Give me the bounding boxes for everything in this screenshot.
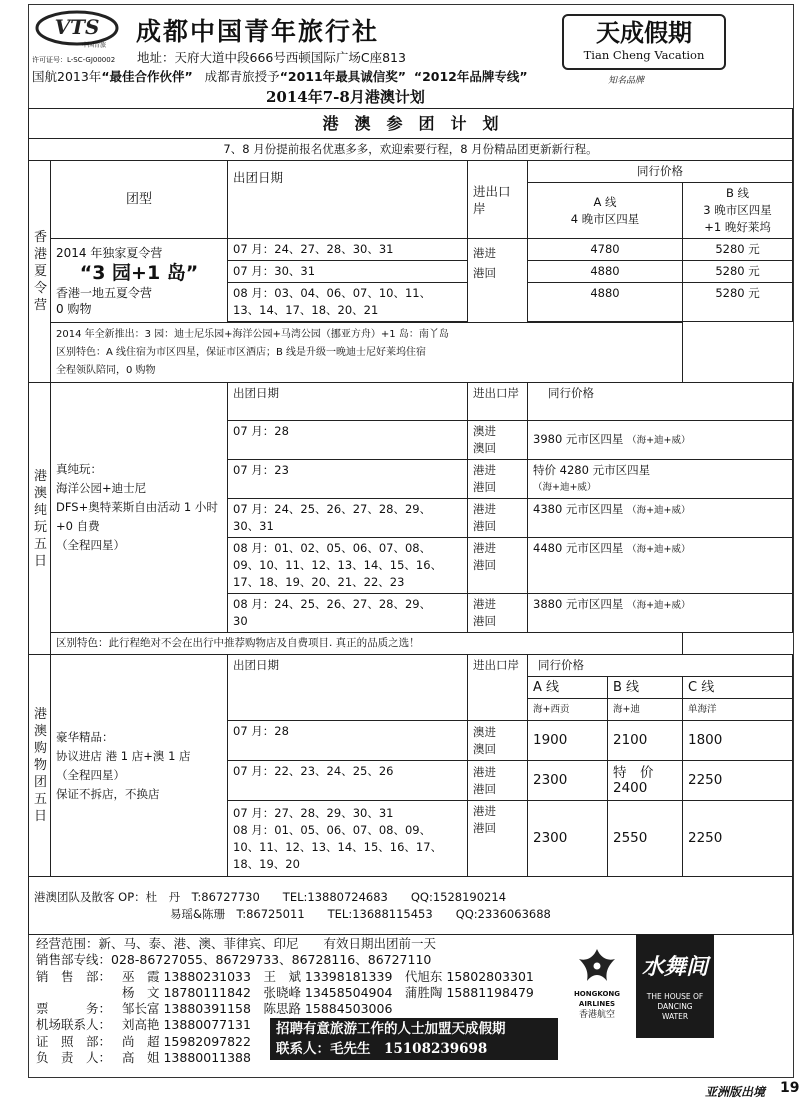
port-cell: 澳进 澳回 <box>468 721 528 761</box>
page-section-label: 亚洲版出境 <box>705 1085 766 1099</box>
price-a-cell: 1900 <box>528 721 608 761</box>
logo-subtext: 中国青旅 <box>82 42 107 49</box>
bauhinia-icon <box>575 945 619 985</box>
vts-logo <box>34 8 120 48</box>
tour-plan-table <box>28 108 793 935</box>
header-date: 出团日期 <box>228 161 468 239</box>
brand-tagline: 知名品牌 <box>608 76 645 86</box>
op-contact-2: 易瑶&陈珊 T:86725011 TEL:13688115453 QQ:2336063688 <box>170 906 551 921</box>
price-a-cell: 2300 <box>528 801 608 877</box>
date-cell: 08 月：24、25、26、27、28、29、 30 <box>228 594 468 633</box>
header-price: 同行价格 <box>528 655 793 677</box>
header-price: 同行价格 <box>528 383 793 421</box>
header-line-a: A 线 <box>528 677 608 699</box>
dancing-water-en: THE HOUSE OF DANCING WATER <box>646 992 704 1021</box>
sales-hotline: 销售部专线：028-86727055、86729733、86728116、86727110 <box>36 952 432 968</box>
type-line-1: 2014 年独家夏令营 <box>56 245 163 260</box>
price-a-cell: 4880 <box>528 283 683 322</box>
port-cell: 港进 港回 <box>468 594 528 633</box>
pure-tour-note: 区别特色：此行程绝对不会在出行中推荐购物店及自费项目. 真正的品质之选！ <box>51 633 683 655</box>
port-cell: 港进 港回 <box>468 499 528 538</box>
summer-camp-type <box>51 239 228 323</box>
pure-tour-type: 真纯玩： 海洋公园+迪士尼 DFS+奥特莱斯自由活动 1 小时+0 自费 （全程四星） <box>51 383 228 633</box>
sales-dept: 销 售 部： 巫 霞 13880231033 王 斌 13398181339 代旭东 15802803301 <box>36 968 534 984</box>
hk-airlines-cn: 香港航空 <box>578 1010 615 1020</box>
header-price: 同行价格 <box>528 161 793 183</box>
date-cell: 07 月：23 <box>228 460 468 499</box>
awards-line: 国航2013年“最佳合作伙伴” 成都青旅授予“2011年最具诚信奖” “2012年品牌专线” <box>32 69 528 84</box>
certificate-dept: 证 照 部： 尚 超 15982097822 <box>36 1033 251 1049</box>
port-cell: 港进 港回 <box>468 801 528 877</box>
price-b-cell: 特 价 2400 <box>608 761 683 801</box>
type-line-4: 0 购物 <box>56 301 92 316</box>
date-cell: 07 月：24、25、26、27、28、29、 30、31 <box>228 499 468 538</box>
port-cell: 港进 港回 <box>468 460 528 499</box>
price-cell: 4380 元市区四星 （海+迪+威） <box>528 499 793 538</box>
header-port: 进出口岸 <box>468 161 528 239</box>
date-cell: 07 月：30、31 <box>228 261 468 283</box>
date-cell: 08 月：01、02、05、06、07、08、 09、10、11、12、13、14、15、16、 17、18、19、20、21、22、23 <box>228 538 468 594</box>
recruit-line-1: 招聘有意旅游工作的人士加盟天成假期 <box>276 1021 506 1037</box>
date-cell: 07 月：24、27、28、30、31 <box>228 239 468 261</box>
section-label-shopping-tour: 港澳购物团五日 <box>29 655 51 877</box>
header-port: 进出口岸 <box>468 383 528 421</box>
header-date: 出团日期 <box>228 655 468 721</box>
header-line-b-sub: 海+迪 <box>608 699 683 721</box>
header-line-b: B 线 3 晚市区四星 +1 晚好莱坞 <box>683 183 793 239</box>
op-contact-1: 港澳团队及散客 OP：杜 丹 T:86727730 TEL:13880724683 QQ:1528190214 <box>34 889 507 904</box>
business-scope: 经营范围：新、马、泰、港、澳、菲律宾、印尼 有效日期出团前一天 <box>36 936 437 951</box>
brand-cn: 天成假期 <box>596 19 692 47</box>
price-a-cell: 2300 <box>528 761 608 801</box>
header-line-b: B 线 <box>608 677 683 699</box>
price-b-cell: 5280 元 <box>683 261 793 283</box>
recruit-line-2: 联系人：毛先生 15108239698 <box>276 1041 488 1057</box>
recruit-banner <box>270 1018 558 1060</box>
price-cell: 特价 4280 元市区四星 （海+迪+威） <box>528 460 793 499</box>
header-tour-type: 团型 <box>51 161 228 239</box>
dancing-water-logo <box>636 934 714 1038</box>
section-label-summer-camp: 香港夏令营 <box>29 161 51 383</box>
header-line-c-sub: 单海洋 <box>683 699 793 721</box>
price-cell: 3880 元市区四星 （海+迪+威） <box>528 594 793 633</box>
price-b-cell: 2100 <box>608 721 683 761</box>
date-cell: 07 月：28 <box>228 421 468 460</box>
vts-logo-text: VTS <box>54 15 100 39</box>
header-port: 进出口岸 <box>468 655 528 721</box>
company-address: 地址：天府大道中段666号西顿国际广场C座813 <box>137 50 406 65</box>
table-title: 港 澳 参 团 计 划 <box>29 109 793 139</box>
price-a-cell: 4880 <box>528 261 683 283</box>
shopping-tour-type: 豪华精品： 协议进店 港 1 店+澳 1 店 （全程四星） 保证不拆店，不换店 <box>51 655 228 877</box>
date-cell: 07 月：28 <box>228 721 468 761</box>
port-cell: 港进 港回 <box>468 239 528 323</box>
op-contacts <box>29 877 793 935</box>
company-name: 成都中国青年旅行社 <box>136 17 380 46</box>
date-cell: 07 月：22、23、24、25、26 <box>228 761 468 801</box>
airport-contact: 机场联系人： 刘高艳 13880077131 <box>36 1017 251 1033</box>
person-in-charge: 负 责 人： 高 姐 13880011388 <box>36 1050 251 1066</box>
header-line-a: A 线 4 晚市区四星 <box>528 183 683 239</box>
price-b-cell: 2550 <box>608 801 683 877</box>
license-number: 许可证号：L-SC-GJ00002 <box>32 56 116 64</box>
type-line-3: 香港一地五夏令营 <box>56 285 153 300</box>
price-c-cell: 2250 <box>683 761 793 801</box>
tiancheng-brand-logo <box>562 14 726 70</box>
price-c-cell: 2250 <box>683 801 793 877</box>
type-line-2: “3 园+1 岛” <box>79 261 199 284</box>
section-label-pure-tour: 港澳纯玩五日 <box>29 383 51 655</box>
price-b-cell: 5280 元 <box>683 239 793 261</box>
hongkong-airlines-logo <box>560 945 634 1021</box>
port-cell: 港进 港回 <box>468 538 528 594</box>
port-cell: 澳进 澳回 <box>468 421 528 460</box>
dancing-water-cn: 水舞间 <box>641 954 708 980</box>
price-c-cell: 1800 <box>683 721 793 761</box>
date-cell: 08 月：03、04、06、07、10、11、 13、14、17、18、20、21 <box>228 283 468 322</box>
price-cell: 4480 元市区四星 （海+迪+威） <box>528 538 793 594</box>
price-cell: 3980 元市区四星 （海+迪+威） <box>528 421 793 460</box>
price-b-cell: 5280 元 <box>683 283 793 322</box>
header-line-a-sub: 海+西贡 <box>528 699 608 721</box>
header-line-c: C 线 <box>683 677 793 699</box>
page-number: 19 <box>780 1080 800 1096</box>
promo-row: 7、8 月份提前报名优惠多多，欢迎索要行程，8 月份精品团更新新行程。 <box>29 139 793 161</box>
sales-dept-2: 杨 文 18780111842 张晓峰 13458504904 蒲胜陶 15881198479 <box>122 984 534 1000</box>
brand-en: Tian Cheng Vacation <box>583 48 705 62</box>
summer-camp-note: 2014 年全新推出：3 园：迪士尼乐园+海洋公园+马湾公园（挪亚方舟）+1 岛：南丫岛 区别特色：A 线住宿为市区四星，保证市区酒店；B 线是升级一晚迪士尼好莱坞住宿 全程领队陪同，0 购物 <box>51 323 683 383</box>
date-cell: 07 月：27、28、29、30、31 08 月：01、05、06、07、08、09、 10、11、12、13、14、15、16、17、 18、19、20 <box>228 801 468 877</box>
port-cell: 港进 港回 <box>468 761 528 801</box>
header-date: 出团日期 <box>228 383 468 421</box>
plan-title: 2014年7-8月港澳计划 <box>266 88 425 106</box>
hk-airlines-en: HONGKONG AIRLINES <box>573 990 621 1008</box>
ticketing: 票 务： 邹长富 13880391158 陈思路 15884503006 <box>36 1001 393 1017</box>
price-a-cell: 4780 <box>528 239 683 261</box>
